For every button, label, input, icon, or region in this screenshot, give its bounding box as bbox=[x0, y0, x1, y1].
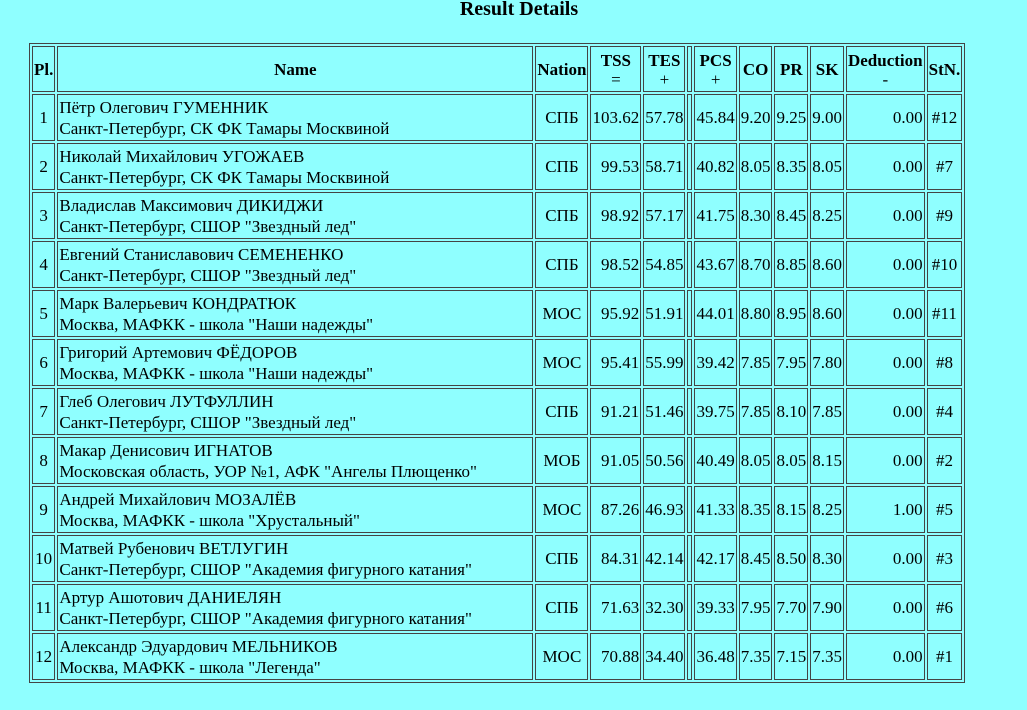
deduction-cell: 0.00 bbox=[846, 241, 925, 288]
start-number-cell: #4 bbox=[927, 388, 963, 435]
pcs-cell: 42.17 bbox=[694, 535, 736, 582]
pr-cell: 7.70 bbox=[774, 584, 808, 631]
name-cell bbox=[57, 584, 533, 631]
results-table bbox=[29, 43, 965, 683]
spacer-cell bbox=[687, 633, 692, 680]
header-pcs-symbol: + bbox=[710, 69, 721, 89]
header-co: CO bbox=[739, 46, 773, 92]
nation-cell: СПБ bbox=[535, 241, 588, 288]
tes-cell: 46.93 bbox=[643, 486, 685, 533]
name-cell bbox=[57, 94, 533, 141]
tes-cell: 58.71 bbox=[643, 143, 685, 190]
header-spacer bbox=[687, 46, 692, 92]
place-cell: 2 bbox=[32, 143, 55, 190]
pcs-cell: 39.33 bbox=[694, 584, 736, 631]
tes-cell: 55.99 bbox=[643, 339, 685, 386]
header-tss-symbol: = bbox=[611, 69, 621, 89]
co-cell: 7.85 bbox=[739, 339, 773, 386]
spacer-cell bbox=[687, 94, 692, 141]
header-name: Name bbox=[57, 46, 533, 92]
skater-club: Москва, МАФКК - школа "Наши надежды" bbox=[59, 363, 374, 383]
name-cell bbox=[57, 339, 533, 386]
header-start-number: StN. bbox=[927, 46, 963, 92]
tes-cell: 42.14 bbox=[643, 535, 685, 582]
skater-name: Андрей Михайлович МОЗАЛЁВ bbox=[59, 489, 297, 509]
pr-cell: 8.35 bbox=[774, 143, 808, 190]
header-tes-label: TES bbox=[648, 50, 681, 70]
skater-name: Александр Эдуардович МЕЛЬНИКОВ bbox=[59, 636, 338, 656]
tss-cell: 99.53 bbox=[590, 143, 641, 190]
skater-name: Николай Михайлович УГОЖАЕВ bbox=[59, 146, 305, 166]
tes-cell: 34.40 bbox=[643, 633, 685, 680]
pr-cell: 8.15 bbox=[774, 486, 808, 533]
name-cell bbox=[57, 290, 533, 337]
table-row bbox=[32, 437, 962, 484]
header-deduction bbox=[846, 46, 925, 92]
deduction-cell: 1.00 bbox=[846, 486, 925, 533]
skater-club: Санкт-Петербург, СШОР "Академия фигурного катания" bbox=[59, 559, 472, 579]
header-tss bbox=[590, 46, 641, 92]
table-row bbox=[32, 584, 962, 631]
table-row bbox=[32, 486, 962, 533]
table-row bbox=[32, 143, 962, 190]
header-nation: Nation bbox=[535, 46, 588, 92]
tss-cell: 98.52 bbox=[590, 241, 641, 288]
co-cell: 8.05 bbox=[739, 143, 773, 190]
co-cell: 8.35 bbox=[739, 486, 773, 533]
skater-club: Санкт-Петербург, СШОР "Звездный лед" bbox=[59, 265, 357, 285]
spacer-cell bbox=[687, 486, 692, 533]
place-cell: 6 bbox=[32, 339, 55, 386]
sk-cell: 8.30 bbox=[810, 535, 844, 582]
skater-club: Санкт-Петербург, СШОР "Звездный лед" bbox=[59, 412, 357, 432]
start-number-cell: #7 bbox=[927, 143, 963, 190]
co-cell: 7.95 bbox=[739, 584, 773, 631]
pr-cell: 8.85 bbox=[774, 241, 808, 288]
place-cell: 9 bbox=[32, 486, 55, 533]
tss-cell: 70.88 bbox=[590, 633, 641, 680]
spacer-cell bbox=[687, 241, 692, 288]
pr-cell: 9.25 bbox=[774, 94, 808, 141]
nation-cell: СПБ bbox=[535, 584, 588, 631]
spacer-cell bbox=[687, 143, 692, 190]
place-cell: 10 bbox=[32, 535, 55, 582]
table-row bbox=[32, 388, 962, 435]
co-cell: 7.35 bbox=[739, 633, 773, 680]
header-pcs-label: PCS bbox=[699, 50, 732, 70]
skater-name: Пётр Олегович ГУМЕННИК bbox=[59, 97, 269, 117]
start-number-cell: #8 bbox=[927, 339, 963, 386]
nation-cell: СПБ bbox=[535, 192, 588, 239]
nation-cell: МОБ bbox=[535, 437, 588, 484]
pr-cell: 8.10 bbox=[774, 388, 808, 435]
start-number-cell: #1 bbox=[927, 633, 963, 680]
place-cell: 7 bbox=[32, 388, 55, 435]
deduction-cell: 0.00 bbox=[846, 535, 925, 582]
header-pcs bbox=[694, 46, 736, 92]
tss-cell: 91.05 bbox=[590, 437, 641, 484]
pcs-cell: 45.84 bbox=[694, 94, 736, 141]
skater-name: Григорий Артемович ФЁДОРОВ bbox=[59, 342, 298, 362]
pr-cell: 7.15 bbox=[774, 633, 808, 680]
tes-cell: 51.91 bbox=[643, 290, 685, 337]
place-cell: 1 bbox=[32, 94, 55, 141]
start-number-cell: #9 bbox=[927, 192, 963, 239]
place-cell: 4 bbox=[32, 241, 55, 288]
tss-cell: 84.31 bbox=[590, 535, 641, 582]
co-cell: 8.30 bbox=[739, 192, 773, 239]
sk-cell: 8.25 bbox=[810, 192, 844, 239]
table-row bbox=[32, 94, 962, 141]
skater-club: Москва, МАФКК - школа "Легенда" bbox=[59, 657, 321, 677]
nation-cell: МОС bbox=[535, 486, 588, 533]
tes-cell: 50.56 bbox=[643, 437, 685, 484]
nation-cell: СПБ bbox=[535, 535, 588, 582]
tss-cell: 103.62 bbox=[590, 94, 641, 141]
co-cell: 7.85 bbox=[739, 388, 773, 435]
place-cell: 3 bbox=[32, 192, 55, 239]
skater-club: Москва, МАФКК - школа "Хрустальный" bbox=[59, 510, 360, 530]
pcs-cell: 43.67 bbox=[694, 241, 736, 288]
pr-cell: 8.05 bbox=[774, 437, 808, 484]
header-tss-label: TSS bbox=[600, 50, 631, 70]
start-number-cell: #10 bbox=[927, 241, 963, 288]
sk-cell: 8.25 bbox=[810, 486, 844, 533]
deduction-cell: 0.00 bbox=[846, 339, 925, 386]
skater-name: Артур Ашотович ДАНИЕЛЯН bbox=[59, 587, 282, 607]
pcs-cell: 39.42 bbox=[694, 339, 736, 386]
pcs-cell: 41.75 bbox=[694, 192, 736, 239]
sk-cell: 7.35 bbox=[810, 633, 844, 680]
tes-cell: 57.78 bbox=[643, 94, 685, 141]
skater-club: Санкт-Петербург, СК ФК Тамары Москвиной bbox=[59, 167, 390, 187]
nation-cell: МОС bbox=[535, 633, 588, 680]
name-cell bbox=[57, 633, 533, 680]
header-tes-symbol: + bbox=[659, 69, 670, 89]
tss-cell: 95.92 bbox=[590, 290, 641, 337]
skater-name: Евгений Станиславович СЕМЕНЕНКО bbox=[59, 244, 344, 264]
spacer-cell bbox=[687, 584, 692, 631]
deduction-cell: 0.00 bbox=[846, 290, 925, 337]
tss-cell: 95.41 bbox=[590, 339, 641, 386]
skater-name: Глеб Олегович ЛУТФУЛЛИН bbox=[59, 391, 274, 411]
tes-cell: 54.85 bbox=[643, 241, 685, 288]
sk-cell: 7.80 bbox=[810, 339, 844, 386]
nation-cell: МОС bbox=[535, 290, 588, 337]
results-body bbox=[32, 94, 962, 680]
header-row bbox=[32, 46, 962, 92]
co-cell: 9.20 bbox=[739, 94, 773, 141]
deduction-cell: 0.00 bbox=[846, 437, 925, 484]
table-row bbox=[32, 241, 962, 288]
table-row bbox=[32, 535, 962, 582]
deduction-cell: 0.00 bbox=[846, 143, 925, 190]
pr-cell: 7.95 bbox=[774, 339, 808, 386]
start-number-cell: #2 bbox=[927, 437, 963, 484]
tss-cell: 87.26 bbox=[590, 486, 641, 533]
start-number-cell: #5 bbox=[927, 486, 963, 533]
spacer-cell bbox=[687, 437, 692, 484]
pcs-cell: 40.49 bbox=[694, 437, 736, 484]
tss-cell: 71.63 bbox=[590, 584, 641, 631]
spacer-cell bbox=[687, 339, 692, 386]
tss-cell: 91.21 bbox=[590, 388, 641, 435]
spacer-cell bbox=[687, 192, 692, 239]
pr-cell: 8.45 bbox=[774, 192, 808, 239]
name-cell bbox=[57, 486, 533, 533]
page-title: Result Details bbox=[459, 0, 579, 20]
co-cell: 8.45 bbox=[739, 535, 773, 582]
place-cell: 11 bbox=[32, 584, 55, 631]
nation-cell: СПБ bbox=[535, 388, 588, 435]
deduction-cell: 0.00 bbox=[846, 94, 925, 141]
start-number-cell: #12 bbox=[927, 94, 963, 141]
pcs-cell: 40.82 bbox=[694, 143, 736, 190]
name-cell bbox=[57, 143, 533, 190]
skater-club: Санкт-Петербург, СШОР "Звездный лед" bbox=[59, 216, 357, 236]
skater-club: Санкт-Петербург, СШОР "Академия фигурного катания" bbox=[59, 608, 472, 628]
spacer-cell bbox=[687, 535, 692, 582]
place-cell: 5 bbox=[32, 290, 55, 337]
place-cell: 8 bbox=[32, 437, 55, 484]
tes-cell: 51.46 bbox=[643, 388, 685, 435]
table-row bbox=[32, 290, 962, 337]
header-sk: SK bbox=[810, 46, 844, 92]
nation-cell: СПБ bbox=[535, 94, 588, 141]
table-row bbox=[32, 339, 962, 386]
sk-cell: 9.00 bbox=[810, 94, 844, 141]
co-cell: 8.70 bbox=[739, 241, 773, 288]
pr-cell: 8.95 bbox=[774, 290, 808, 337]
skater-club: Москва, МАФКК - школа "Наши надежды" bbox=[59, 314, 374, 334]
name-cell bbox=[57, 535, 533, 582]
header-deduction-symbol: - bbox=[882, 69, 889, 89]
deduction-cell: 0.00 bbox=[846, 388, 925, 435]
nation-cell: СПБ bbox=[535, 143, 588, 190]
sk-cell: 7.85 bbox=[810, 388, 844, 435]
header-place: Pl. bbox=[32, 46, 55, 92]
pr-cell: 8.50 bbox=[774, 535, 808, 582]
sk-cell: 8.15 bbox=[810, 437, 844, 484]
table-row bbox=[32, 633, 962, 680]
nation-cell: МОС bbox=[535, 339, 588, 386]
start-number-cell: #3 bbox=[927, 535, 963, 582]
skater-name: Марк Валерьевич КОНДРАТЮК bbox=[59, 293, 297, 313]
skater-club: Санкт-Петербург, СК ФК Тамары Москвиной bbox=[59, 118, 390, 138]
table-row bbox=[32, 192, 962, 239]
skater-name: Матвей Рубенович ВЕТЛУГИН bbox=[59, 538, 289, 558]
sk-cell: 8.05 bbox=[810, 143, 844, 190]
tes-cell: 57.17 bbox=[643, 192, 685, 239]
place-cell: 12 bbox=[32, 633, 55, 680]
deduction-cell: 0.00 bbox=[846, 633, 925, 680]
skater-club: Московская область, УОР №1, АФК "Ангелы Плющенко" bbox=[59, 461, 477, 481]
sk-cell: 7.90 bbox=[810, 584, 844, 631]
name-cell bbox=[57, 241, 533, 288]
skater-name: Владислав Максимович ДИКИДЖИ bbox=[59, 195, 324, 215]
deduction-cell: 0.00 bbox=[846, 192, 925, 239]
name-cell bbox=[57, 192, 533, 239]
spacer-cell bbox=[687, 388, 692, 435]
name-cell bbox=[57, 388, 533, 435]
start-number-cell: #6 bbox=[927, 584, 963, 631]
header-deduction-label: Deduction bbox=[847, 50, 923, 70]
deduction-cell: 0.00 bbox=[846, 584, 925, 631]
header-tes bbox=[643, 46, 685, 92]
start-number-cell: #11 bbox=[927, 290, 963, 337]
co-cell: 8.80 bbox=[739, 290, 773, 337]
sk-cell: 8.60 bbox=[810, 241, 844, 288]
pcs-cell: 44.01 bbox=[694, 290, 736, 337]
skater-name: Макар Денисович ИГНАТОВ bbox=[59, 440, 273, 460]
header-pr: PR bbox=[774, 46, 808, 92]
pcs-cell: 41.33 bbox=[694, 486, 736, 533]
tss-cell: 98.92 bbox=[590, 192, 641, 239]
pcs-cell: 36.48 bbox=[694, 633, 736, 680]
co-cell: 8.05 bbox=[739, 437, 773, 484]
tes-cell: 32.30 bbox=[643, 584, 685, 631]
name-cell bbox=[57, 437, 533, 484]
spacer-cell bbox=[687, 290, 692, 337]
sk-cell: 8.60 bbox=[810, 290, 844, 337]
pcs-cell: 39.75 bbox=[694, 388, 736, 435]
